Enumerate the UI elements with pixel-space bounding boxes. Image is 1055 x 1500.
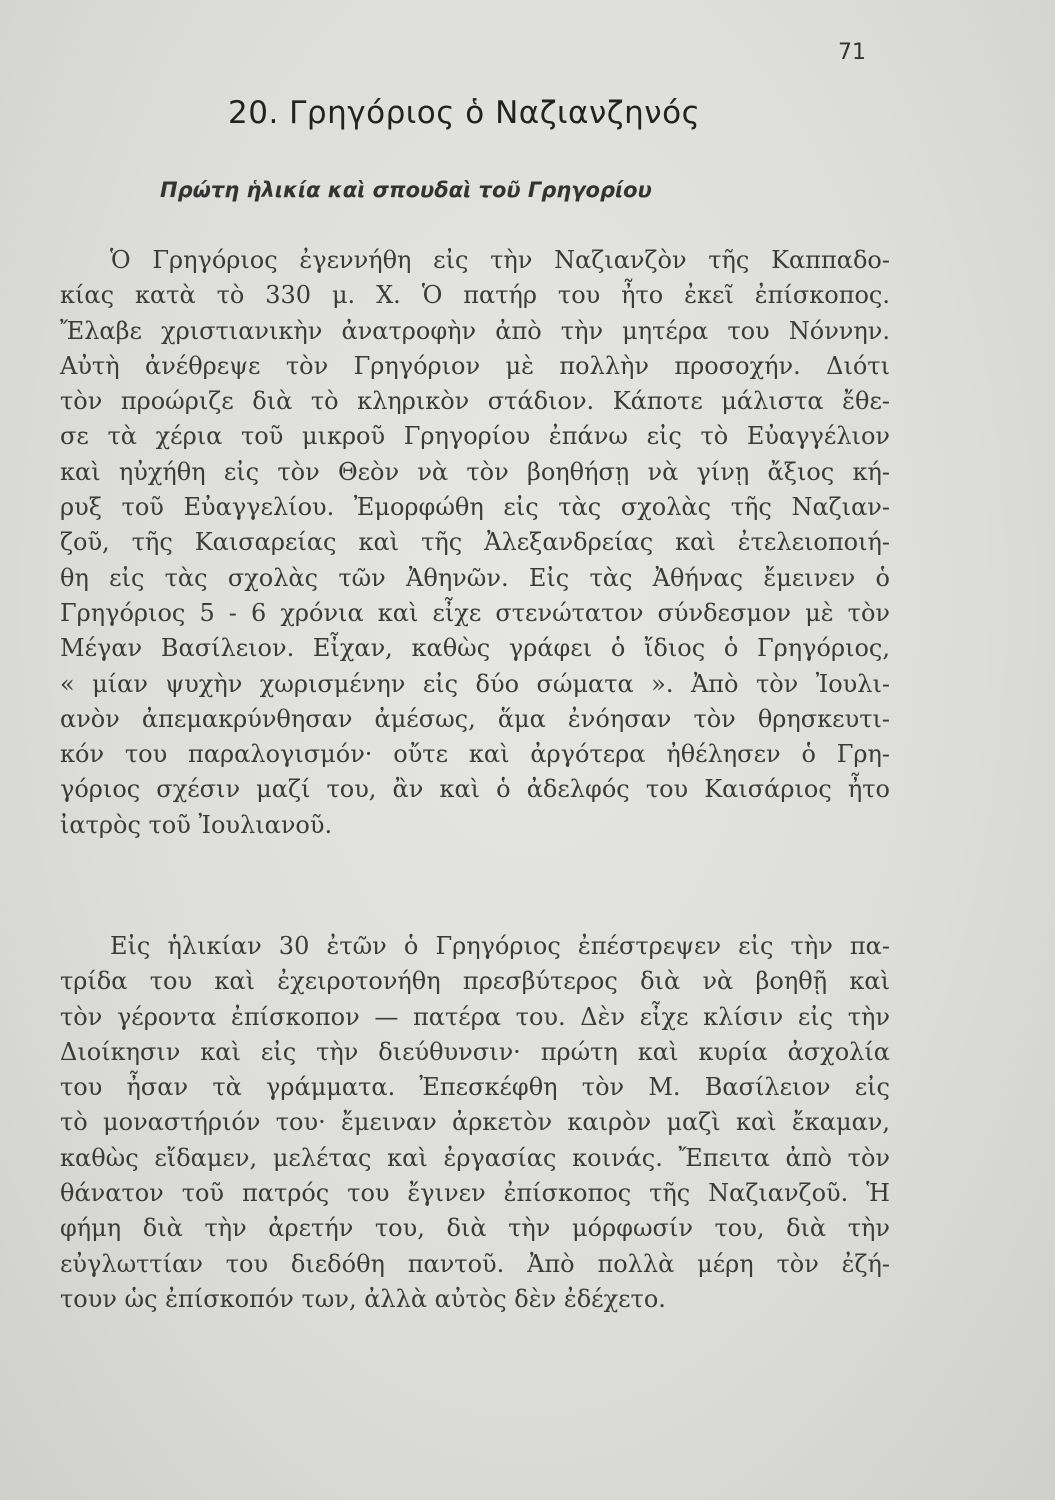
text-line: Διοίκησιν καὶ εἰς τὴν διεύθυνσιν· πρώτη καὶ κυρία ἀσχολία [60, 1037, 890, 1066]
paragraph-1 [60, 243, 890, 843]
text-line: καὶ ηὐχήθη εἰς τὸν Θεὸν νὰ τὸν βοηθήσῃ νὰ γίνῃ ἄξιος κή- [60, 457, 890, 486]
text-line: κόν του παραλογισμόν· οὔτε καὶ ἀργότερα ἠθέλησεν ὁ Γρη- [60, 740, 890, 769]
text-line: σε τὰ χέρια τοῦ μικροῦ Γρηγορίου ἐπάνω εἰς τὸ Εὐαγγέλιον [60, 422, 890, 451]
chapter-title: 20. Γρηγόριος ὁ Ναζιανζηνός [228, 95, 701, 131]
text-line: εὐγλωττίαν του διεδόθη παντοῦ. Ἀπὸ πολλὰ μέρη τὸν ἐζή- [60, 1249, 890, 1278]
text-line: Γρηγόριος 5 - 6 χρόνια καὶ εἶχε στενώτατον σύνδεσμον μὲ τὸν [60, 598, 890, 627]
text-line: Αὐτὴ ἀνέθρεψε τὸν Γρηγόριον μὲ πολλὴν προσοχήν. Διότι [60, 351, 890, 380]
text-line: ανὸν ἀπεμακρύνθησαν ἀμέσως, ἅμα ἐνόησαν τὸν θρησκευτι- [60, 704, 890, 733]
page-number: 71 [838, 40, 866, 65]
text-line: του ἦσαν τὰ γράμματα. Ἐπεσκέφθη τὸν Μ. Βασίλειον εἰς [60, 1073, 890, 1102]
text-line: θη εἰς τὰς σχολὰς τῶν Ἀθηνῶν. Εἰς τὰς Ἀθήνας ἔμεινεν ὁ [60, 563, 890, 592]
text-line: φήμη διὰ τὴν ἀρετήν του, διὰ τὴν μόρφωσίν του, διὰ τὴν [60, 1214, 890, 1243]
text-line: γόριος σχέσιν μαζί του, ἂν καὶ ὁ ἀδελφός του Καισάριος ἦτο [60, 775, 890, 804]
text-line: καθὼς εἴδαμεν, μελέτας καὶ ἐργασίας κοινάς. Ἔπειτα ἀπὸ τὸν [60, 1143, 890, 1172]
text-line: τὸ μοναστήριόν του· ἔμειναν ἀρκετὸν καιρὸν μαζὶ καὶ ἔκαμαν, [60, 1108, 890, 1137]
text-line: τουν ὡς ἐπίσκοπόν των, ἀλλὰ αὐτὸς δὲν ἐδέχετο. [60, 1284, 666, 1313]
text-line: Μέγαν Βασίλειον. Εἶχαν, καθὼς γράφει ὁ ἴδιος ὁ Γρηγόριος, [60, 634, 890, 663]
text-line: κίας κατὰ τὸ 330 μ. Χ. Ὁ πατήρ του ἦτο ἐκεῖ ἐπίσκοπος. [60, 281, 890, 310]
text-line: Εἰς ἡλικίαν 30 ἐτῶν ὁ Γρηγόριος ἐπέστρεψεν εἰς τὴν πα- [110, 932, 890, 960]
text-line: θάνατον τοῦ πατρός του ἔγινεν ἐπίσκοπος τῆς Ναζιανζοῦ. Ἡ [60, 1179, 890, 1208]
text-line: ζοῦ, τῆς Καισαρείας καὶ τῆς Ἀλεξανδρείας καὶ ἐτελειοποιή- [60, 528, 890, 557]
paragraph-2 [60, 929, 890, 1317]
text-line: Ὁ Γρηγόριος ἐγεννήθη εἰς τὴν Ναζιανζὸν τῆς Καππαδο- [110, 246, 890, 274]
text-line: « μίαν ψυχὴν χωρισμένην εἰς δύο σώματα ». Ἀπὸ τὸν Ἰουλι- [60, 669, 890, 698]
section-title: Πρώτη ἡλικία καὶ σπουδαὶ τοῦ Γρηγορίου [160, 178, 652, 202]
text-line: Ἔλαβε χριστιανικὴν ἀνατροφὴν ἀπὸ τὴν μητέρα του Νόννην. [60, 316, 890, 345]
text-line: ἰατρὸς τοῦ Ἰουλιανοῦ. [60, 810, 333, 839]
text-line: τὸν προώριζε διὰ τὸ κληρικὸν στάδιον. Κάποτε μάλιστα ἔθε- [60, 387, 890, 416]
text-line: τρίδα του καὶ ἐχειροτονήθη πρεσβύτερος διὰ νὰ βοηθῇ καὶ [60, 967, 890, 996]
text-line: τὸν γέροντα ἐπίσκοπον — πατέρα του. Δὲν εἶχε κλίσιν εἰς τὴν [60, 1002, 890, 1031]
text-line: ρυξ τοῦ Εὐαγγελίου. Ἐμορφώθη εἰς τὰς σχολὰς τῆς Ναζιαν- [60, 493, 890, 522]
